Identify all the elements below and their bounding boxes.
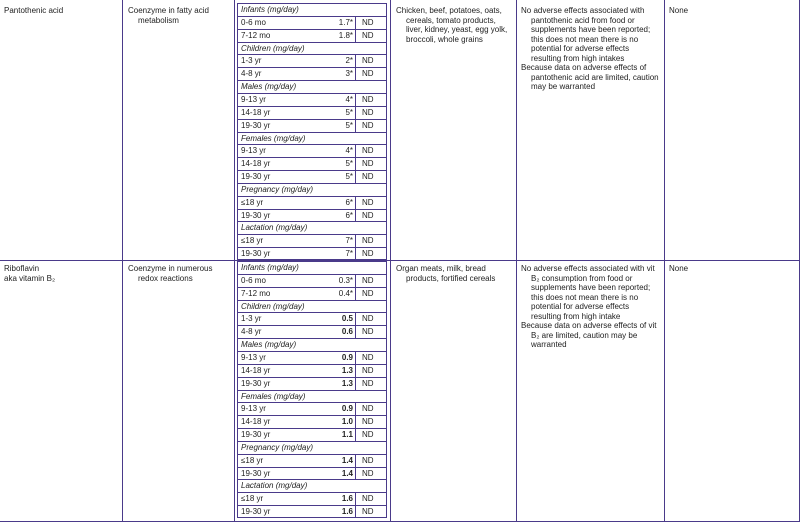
upper-limit-value: ND [362, 275, 374, 285]
group-label: Males (mg/day) [241, 82, 297, 92]
intake-row [237, 454, 387, 467]
intake-row [237, 415, 387, 428]
upper-limit-value: ND [362, 430, 374, 440]
intake-row [237, 467, 387, 480]
rda-value: 5* [345, 159, 353, 169]
upper-limit-value: ND [362, 404, 374, 414]
rda-value: 6* [345, 210, 353, 220]
adverse-effects-line: Because data on adverse effects of vit [521, 321, 657, 330]
sources-line: products, fortified cereals [406, 273, 496, 283]
age-label: 14-18 yr [241, 159, 271, 169]
rda-value: 0.3* [338, 275, 353, 285]
sources-line: broccoli, whole grains [406, 34, 483, 44]
rda-value: 1.0 [341, 417, 353, 427]
age-label: 19-30 yr [241, 210, 271, 220]
nutrient-cell [4, 264, 114, 283]
intake-row [237, 325, 387, 338]
function-cell [128, 264, 228, 283]
adverse-effects-line: pantothenic acid from food or [531, 15, 635, 25]
age-label: ≤18 yr [241, 197, 264, 207]
age-label: 0-6 mo [241, 275, 266, 285]
upper-limit-value: ND [362, 30, 374, 40]
intake-row [237, 67, 387, 80]
function-line: metabolism [138, 15, 179, 25]
group-header-row [237, 261, 387, 274]
upper-limit-value: ND [362, 69, 374, 79]
age-label: 9-13 yr [241, 94, 266, 104]
intake-row [237, 144, 387, 157]
upper-limit-value: ND [362, 249, 374, 259]
upper-limit-value: ND [362, 507, 374, 517]
age-label: 19-30 yr [241, 120, 271, 130]
upper-limit-value: ND [362, 146, 374, 156]
upper-limit-value: ND [362, 94, 374, 104]
group-header-row [237, 300, 387, 313]
group-header-row [237, 441, 387, 454]
group-header-row [237, 221, 387, 234]
sources-line: Organ meats, milk, bread [396, 264, 486, 273]
upper-limit-value: ND [362, 352, 374, 362]
upper-limit-value: ND [362, 494, 374, 504]
group-label: Lactation (mg/day) [241, 223, 308, 233]
rda-value: 1.7* [338, 17, 353, 27]
group-label: Females (mg/day) [241, 133, 306, 143]
upper-limit-value: ND [362, 288, 374, 298]
upper-limit-value: ND [362, 327, 374, 337]
rda-value: 1.8* [338, 30, 353, 40]
rda-value: 0.6 [341, 327, 353, 337]
rda-value: 1.4 [341, 455, 353, 465]
rda-value: 1.6 [341, 507, 353, 517]
intake-row [237, 119, 387, 132]
rda-value: 0.5 [341, 314, 353, 324]
column-divider [390, 0, 391, 522]
group-label: Children (mg/day) [241, 43, 305, 53]
age-label: 9-13 yr [241, 404, 266, 414]
upper-limit-value: ND [362, 159, 374, 169]
sources-line: cereals, tomato products, [406, 15, 496, 25]
upper-limit-value: ND [362, 172, 374, 182]
age-label: 19-30 yr [241, 172, 271, 182]
adverse-effects-line: supplements have been reported; [531, 25, 651, 34]
upper-limit-value: ND [362, 210, 374, 220]
intake-row [237, 492, 387, 505]
intake-row [237, 287, 387, 300]
intake-row [237, 247, 387, 260]
rda-value: 4* [345, 94, 353, 104]
age-label: 19-30 yr [241, 507, 271, 517]
column-divider [664, 0, 665, 522]
row-divider [0, 260, 800, 261]
notes-cell: None [669, 6, 689, 15]
upper-limit-value: ND [362, 197, 374, 207]
sources-line: liver, kidney, yeast, egg yolk, [406, 25, 508, 34]
adverse-effects-line: this does not mean there is no [531, 292, 639, 302]
group-label: Females (mg/day) [241, 391, 306, 401]
upper-limit-value: ND [362, 468, 374, 478]
upper-limit-value: ND [362, 417, 374, 427]
intake-row [237, 364, 387, 377]
adverse-effects-line: B₂ are limited, caution may be [531, 330, 638, 340]
rda-value: 0.4* [338, 288, 353, 298]
rda-value: 1.1 [341, 430, 353, 440]
adverse-effects-line: this does not mean there is no [531, 34, 639, 44]
age-label: 14-18 yr [241, 107, 271, 117]
function-line: Coenzyme in fatty acid [128, 6, 209, 15]
group-header-row [237, 479, 387, 492]
intake-row [237, 196, 387, 209]
group-header-row [237, 183, 387, 196]
column-divider [234, 0, 235, 522]
age-label: 0-6 mo [241, 17, 266, 27]
upper-limit-value: ND [362, 236, 374, 246]
age-label: 19-30 yr [241, 249, 271, 259]
group-label: Infants (mg/day) [241, 263, 299, 272]
age-label: 4-8 yr [241, 69, 262, 79]
intake-row [237, 312, 387, 325]
age-label: 19-30 yr [241, 468, 271, 478]
age-label: 14-18 yr [241, 365, 271, 375]
age-label: 19-30 yr [241, 378, 271, 388]
rda-value: 1.3 [341, 378, 353, 388]
group-label: Pregnancy (mg/day) [241, 442, 314, 452]
sources-cell [396, 6, 514, 44]
adverse-effects-line: B₂ consumption from food or [531, 273, 633, 283]
group-header-row [237, 132, 387, 145]
nutrient-name: Pantothenic acid [4, 6, 64, 15]
adverse-effects-line: supplements have been reported; [531, 283, 651, 292]
intake-row [237, 106, 387, 119]
rda-value: 1.4 [341, 468, 353, 478]
rda-value: 1.6 [341, 494, 353, 504]
adverse-effects-cell [521, 264, 661, 350]
group-label: Males (mg/day) [241, 340, 297, 350]
intake-row [237, 351, 387, 364]
age-label: ≤18 yr [241, 455, 264, 465]
intake-row [237, 234, 387, 247]
upper-limit-value: ND [362, 17, 374, 27]
column-divider [516, 0, 517, 522]
function-cell [128, 6, 228, 25]
adverse-effects-line: resulting from high intakes [531, 53, 625, 63]
adverse-effects-cell [521, 6, 661, 92]
upper-limit-value: ND [362, 120, 374, 130]
intake-row [237, 29, 387, 42]
adverse-effects-line: potential for adverse effects [531, 302, 630, 311]
adverse-effects-line: resulting from high intake [531, 311, 621, 321]
age-label: 1-3 yr [241, 56, 262, 66]
function-line: redox reactions [138, 273, 193, 283]
nutrient-alias: aka vitamin B₂ [4, 273, 56, 283]
notes-cell: None [669, 264, 689, 273]
upper-limit-value: ND [362, 378, 374, 388]
rda-value: 0.9 [341, 404, 353, 414]
age-label: 7-12 mo [241, 30, 271, 40]
upper-limit-value: ND [362, 365, 374, 375]
upper-limit-value: ND [362, 107, 374, 117]
group-header-row [237, 42, 387, 55]
adverse-effects-line: pantothenic acid are limited, caution [531, 72, 659, 82]
group-header-row [237, 80, 387, 93]
intake-row [237, 505, 387, 518]
adverse-effects-line: may be warranted [531, 82, 596, 91]
intake-row [237, 377, 387, 390]
intake-row [237, 209, 387, 222]
adverse-effects-line: Because data on adverse effects of [521, 63, 647, 72]
intake-row [237, 428, 387, 441]
rda-value: 5* [345, 172, 353, 182]
age-label: ≤18 yr [241, 494, 264, 504]
rda-value: 7* [345, 236, 353, 246]
age-label: ≤18 yr [241, 236, 264, 246]
group-header-row [237, 338, 387, 351]
upper-limit-value: ND [362, 455, 374, 465]
group-header-row [237, 3, 387, 16]
intake-row [237, 54, 387, 67]
intake-row [237, 157, 387, 170]
upper-limit-value: ND [362, 56, 374, 66]
rda-value: 4* [345, 146, 353, 156]
rda-value: 1.3 [341, 365, 353, 375]
function-line: Coenzyme in numerous [128, 264, 213, 273]
intake-row [237, 274, 387, 287]
age-label: 1-3 yr [241, 314, 262, 324]
intake-row [237, 170, 387, 183]
rda-value: 0.9 [341, 352, 353, 362]
rda-value: 6* [345, 197, 353, 207]
upper-limit-value: ND [362, 314, 374, 324]
rda-value: 5* [345, 120, 353, 130]
group-label: Children (mg/day) [241, 301, 305, 311]
intake-row [237, 16, 387, 29]
group-label: Pregnancy (mg/day) [241, 184, 314, 194]
sources-cell [396, 264, 514, 283]
rda-value: 5* [345, 107, 353, 117]
rda-value: 3* [345, 69, 353, 79]
age-label: 7-12 mo [241, 288, 271, 298]
age-label: 4-8 yr [241, 327, 262, 337]
group-label: Infants (mg/day) [241, 5, 299, 14]
age-label: 14-18 yr [241, 417, 271, 427]
adverse-effects-line: warranted [531, 340, 567, 349]
group-label: Lactation (mg/day) [241, 481, 308, 491]
rda-value: 7* [345, 249, 353, 259]
sources-line: Chicken, beef, potatoes, oats, [396, 6, 502, 15]
adverse-effects-line: potential for adverse effects [531, 44, 630, 53]
nutrient-name: Riboflavin [4, 264, 40, 273]
age-label: 9-13 yr [241, 146, 266, 156]
column-divider [122, 0, 123, 522]
age-label: 9-13 yr [241, 352, 266, 362]
intake-row [237, 93, 387, 106]
adverse-effects-line: No adverse effects associated with vit [521, 264, 655, 273]
rda-value: 2* [345, 56, 353, 66]
age-label: 19-30 yr [241, 430, 271, 440]
adverse-effects-line: No adverse effects associated with [521, 6, 645, 15]
intake-row [237, 402, 387, 415]
group-header-row [237, 390, 387, 403]
